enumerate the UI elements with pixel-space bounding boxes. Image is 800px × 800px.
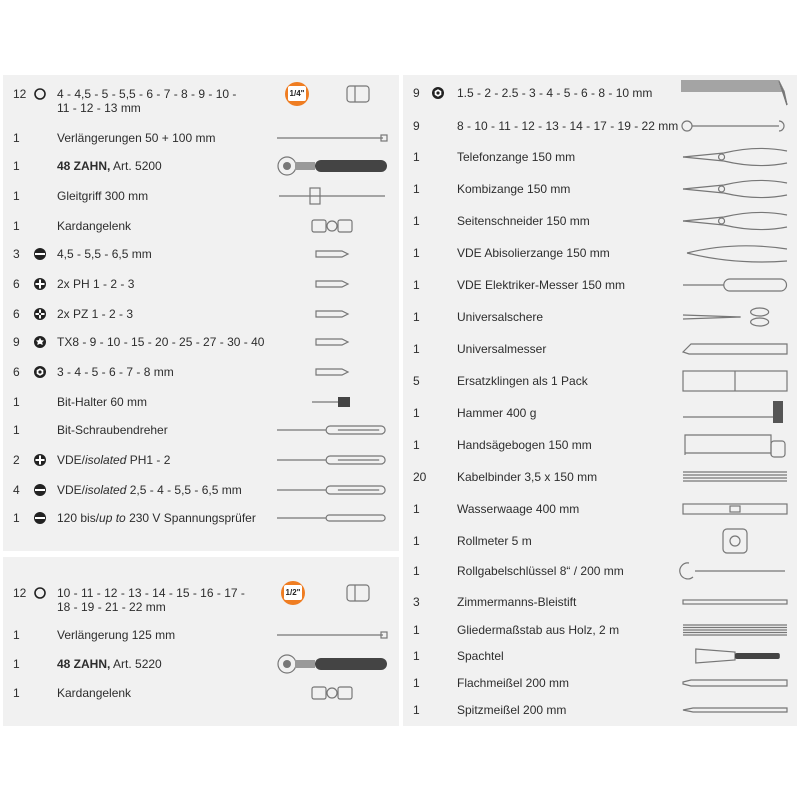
description-part: 48 ZAHN, bbox=[57, 159, 111, 173]
item-description bbox=[457, 470, 597, 484]
screwdriver-icon bbox=[273, 446, 391, 479]
item-description bbox=[57, 307, 133, 321]
description-part: VDE/ bbox=[57, 483, 86, 497]
item-quantity: 1 bbox=[13, 686, 20, 700]
description-part: Bit-Halter 60 mm bbox=[57, 395, 148, 409]
tape-measure-icon bbox=[679, 527, 791, 560]
list-item bbox=[403, 246, 797, 272]
item-description bbox=[457, 182, 570, 196]
hex-keys-icon bbox=[679, 79, 791, 112]
torx-icon bbox=[33, 335, 47, 349]
socket-icon bbox=[333, 80, 383, 113]
description-part: 4,5 - 5,5 - 6,5 mm bbox=[57, 247, 152, 261]
item-quantity: 1 bbox=[413, 438, 420, 452]
description-part: Handsägebogen 150 mm bbox=[457, 438, 592, 452]
item-description bbox=[57, 247, 152, 261]
item-quantity: 1 bbox=[13, 511, 20, 525]
description-part: Spachtel bbox=[457, 649, 504, 663]
bit-icon bbox=[273, 358, 391, 391]
list-item bbox=[403, 119, 797, 145]
hammer-icon bbox=[679, 399, 791, 432]
hex-icon bbox=[33, 365, 47, 379]
phillips-icon bbox=[33, 453, 47, 467]
description-part: Hammer 400 g bbox=[457, 406, 537, 420]
list-item bbox=[403, 182, 797, 208]
item-description bbox=[57, 365, 174, 379]
slotted-icon bbox=[33, 483, 47, 497]
description-part: 1.5 - 2 - 2.5 - 3 - 4 - 5 - 6 - 8 - 10 mm bbox=[457, 86, 653, 100]
item-description bbox=[457, 406, 536, 420]
description-part: isolated bbox=[85, 453, 127, 467]
description-part: Bit-Schraubendreher bbox=[57, 423, 168, 437]
description-part: Universalschere bbox=[457, 310, 544, 324]
description-part: 230 V Spannungsprüfer bbox=[125, 511, 256, 525]
item-description bbox=[457, 703, 566, 717]
pliers-icon bbox=[679, 175, 791, 208]
item-quantity: 3 bbox=[413, 595, 420, 609]
tester-icon bbox=[273, 504, 391, 537]
item-description bbox=[57, 511, 256, 525]
item-description bbox=[457, 502, 579, 516]
item-description bbox=[57, 87, 236, 115]
item-quantity: 1 bbox=[413, 278, 420, 292]
bit-icon bbox=[273, 328, 391, 361]
cable-ties-icon bbox=[679, 463, 791, 496]
pozidriv-icon bbox=[33, 307, 47, 321]
item-quantity: 1 bbox=[413, 676, 420, 690]
description-part: Spitzmeißel 200 mm bbox=[457, 703, 567, 717]
pliers-icon bbox=[679, 207, 791, 240]
item-quantity: 1 bbox=[413, 502, 420, 516]
description-part: Seitenschneider 150 mm bbox=[457, 214, 590, 228]
description-part: 8 - 10 - 11 - 12 - 13 - 14 - 17 - 19 - 22 mm bbox=[457, 119, 679, 133]
list-item bbox=[403, 374, 797, 400]
item-quantity: 6 bbox=[13, 277, 20, 291]
slotted-icon bbox=[33, 511, 47, 525]
item-quantity: 1 bbox=[13, 423, 20, 437]
description-part: 2x PH 1 - 2 - 3 bbox=[57, 277, 135, 291]
item-quantity: 4 bbox=[13, 483, 20, 497]
item-quantity: 1 bbox=[13, 395, 20, 409]
item-description bbox=[457, 623, 619, 637]
item-description bbox=[457, 150, 575, 164]
half-inch-badge: 1/2" bbox=[281, 581, 305, 605]
item-quantity: 1 bbox=[13, 628, 20, 642]
item-description bbox=[457, 86, 652, 100]
screwdriver-icon bbox=[273, 416, 391, 449]
item-description bbox=[57, 453, 170, 467]
list-item bbox=[403, 502, 797, 528]
description-part: Zimmermanns-Bleistift bbox=[457, 595, 577, 609]
cutter-icon bbox=[679, 335, 791, 368]
item-description bbox=[457, 676, 569, 690]
list-item bbox=[403, 406, 797, 432]
hex-socket-ring-icon bbox=[33, 586, 47, 600]
list-item bbox=[403, 150, 797, 176]
hand-tools-section bbox=[403, 75, 797, 726]
description-part: Flachmeißel 200 mm bbox=[457, 676, 570, 690]
adjustable-wrench-icon bbox=[679, 557, 791, 590]
slotted-icon bbox=[33, 247, 47, 261]
item-description bbox=[57, 335, 264, 349]
scissors-icon bbox=[679, 303, 791, 336]
half-inch-section bbox=[3, 557, 399, 726]
spirit-level-icon bbox=[679, 495, 791, 528]
list-item bbox=[403, 703, 797, 729]
item-description bbox=[457, 595, 576, 609]
description-part: Telefonzange 150 mm bbox=[457, 150, 576, 164]
ratchet-icon bbox=[273, 152, 391, 185]
item-description bbox=[457, 534, 532, 548]
item-quantity: 1 bbox=[13, 131, 20, 145]
item-quantity: 12 bbox=[13, 586, 27, 600]
description-part: VDE/ bbox=[57, 453, 86, 467]
description-line-2: 11 - 12 - 13 mm bbox=[57, 101, 141, 115]
list-item bbox=[403, 564, 797, 590]
item-quantity: 1 bbox=[413, 310, 420, 324]
item-quantity: 1 bbox=[413, 342, 420, 356]
item-description bbox=[57, 483, 242, 497]
item-quantity: 9 bbox=[413, 119, 420, 133]
combination-wrench-icon bbox=[679, 112, 791, 145]
description-part: Gliedermaßstab aus Holz, 2 m bbox=[457, 623, 620, 637]
knife-icon bbox=[679, 271, 791, 304]
description-part: VDE Abisolierzange 150 mm bbox=[457, 246, 610, 260]
item-description bbox=[57, 189, 148, 203]
item-quantity: 12 bbox=[13, 87, 27, 101]
description-part: Kardangelenk bbox=[57, 219, 132, 233]
description-part: Art. 5220 bbox=[110, 657, 162, 671]
description-part: Kabelbinder 3,5 x 150 mm bbox=[457, 470, 598, 484]
hex-socket-ring-icon bbox=[33, 87, 47, 101]
description-part: 10 - 11 - 12 - 13 - 14 - 15 - 16 - 17 - bbox=[57, 586, 245, 600]
item-quantity: 1 bbox=[13, 219, 20, 233]
item-description bbox=[457, 214, 590, 228]
description-part: PH1 - 2 bbox=[126, 453, 171, 467]
item-description bbox=[457, 438, 592, 452]
description-part: VDE Elektriker-Messer 150 mm bbox=[457, 278, 626, 292]
item-description bbox=[457, 278, 625, 292]
description-part: Art. 5200 bbox=[110, 159, 162, 173]
description-part: 4 - 4,5 - 5 - 5,5 - 6 - 7 - 8 - 9 - 10 - bbox=[57, 87, 237, 101]
item-quantity: 20 bbox=[413, 470, 427, 484]
list-item bbox=[403, 278, 797, 304]
list-item bbox=[403, 310, 797, 336]
item-quantity: 1 bbox=[13, 159, 20, 173]
stripper-icon bbox=[679, 239, 791, 272]
item-quantity: 1 bbox=[13, 189, 20, 203]
description-part: up to bbox=[99, 511, 126, 525]
bit-icon bbox=[273, 240, 391, 273]
item-description bbox=[457, 246, 610, 260]
universal-joint-icon bbox=[273, 679, 391, 712]
description-part: Kardangelenk bbox=[57, 686, 132, 700]
description-part: Rollgabelschlüssel 8“ / 200 mm bbox=[457, 564, 624, 578]
item-description bbox=[57, 395, 147, 409]
description-part: Rollmeter 5 m bbox=[457, 534, 532, 548]
item-description bbox=[457, 342, 546, 356]
item-description bbox=[57, 131, 215, 145]
description-part: 120 bis/ bbox=[57, 511, 100, 525]
phillips-icon bbox=[33, 277, 47, 291]
list-item bbox=[3, 87, 399, 113]
list-item bbox=[403, 438, 797, 464]
description-part: Ersatzklingen als 1 Pack bbox=[457, 374, 588, 388]
item-description bbox=[57, 219, 131, 233]
item-description bbox=[57, 586, 245, 614]
item-quantity: 1 bbox=[413, 623, 420, 637]
list-item bbox=[3, 511, 399, 537]
item-description bbox=[57, 686, 131, 700]
item-quantity: 1 bbox=[413, 182, 420, 196]
hacksaw-icon bbox=[679, 431, 791, 464]
item-description bbox=[457, 649, 504, 663]
description-part: 3 - 4 - 5 - 6 - 7 - 8 mm bbox=[57, 365, 174, 379]
pointed-chisel-icon bbox=[679, 696, 791, 729]
item-quantity: 1 bbox=[413, 214, 420, 228]
quarter-inch-section bbox=[3, 75, 399, 551]
description-part: Wasserwaage 400 mm bbox=[457, 502, 580, 516]
item-quantity: 1 bbox=[13, 657, 20, 671]
hex-icon bbox=[431, 86, 445, 100]
item-quantity: 1 bbox=[413, 564, 420, 578]
list-item bbox=[403, 470, 797, 496]
item-quantity: 3 bbox=[13, 247, 20, 261]
description-part: 2x PZ 1 - 2 - 3 bbox=[57, 307, 134, 321]
description-part: TX8 - 9 - 10 - 15 - 20 - 25 - 27 - 30 - 40 bbox=[57, 335, 265, 349]
item-quantity: 1 bbox=[413, 703, 420, 717]
socket-icon bbox=[333, 579, 383, 612]
item-quantity: 6 bbox=[13, 365, 20, 379]
item-quantity: 2 bbox=[13, 453, 20, 467]
item-description bbox=[57, 423, 168, 437]
description-part: Universalmesser bbox=[457, 342, 547, 356]
item-description bbox=[57, 628, 175, 642]
description-part: Kombizange 150 mm bbox=[457, 182, 571, 196]
item-description bbox=[457, 564, 624, 578]
item-quantity: 1 bbox=[413, 150, 420, 164]
item-description bbox=[457, 374, 588, 388]
item-description bbox=[457, 119, 678, 133]
item-quantity: 6 bbox=[13, 307, 20, 321]
item-description bbox=[57, 657, 162, 671]
item-description bbox=[457, 310, 543, 324]
description-part: 2,5 - 4 - 5,5 - 6,5 mm bbox=[126, 483, 242, 497]
description-part: isolated bbox=[85, 483, 127, 497]
bit-icon bbox=[273, 270, 391, 303]
description-part: Verlängerung 125 mm bbox=[57, 628, 176, 642]
item-quantity: 1 bbox=[413, 534, 420, 548]
item-quantity: 1 bbox=[413, 649, 420, 663]
list-item bbox=[403, 342, 797, 368]
item-quantity: 9 bbox=[13, 335, 20, 349]
item-quantity: 5 bbox=[413, 374, 420, 388]
item-quantity: 1 bbox=[413, 246, 420, 260]
item-quantity: 9 bbox=[413, 86, 420, 100]
list-item bbox=[3, 586, 399, 612]
list-item bbox=[403, 86, 797, 112]
description-line-2: 18 - 19 - 21 - 22 mm bbox=[57, 600, 166, 614]
description-part: 48 ZAHN, bbox=[57, 657, 111, 671]
item-quantity: 1 bbox=[413, 406, 420, 420]
blades-icon bbox=[679, 367, 791, 400]
description-part: Gleitgriff 300 mm bbox=[57, 189, 149, 203]
list-item bbox=[403, 214, 797, 240]
list-item bbox=[3, 686, 399, 712]
item-description bbox=[57, 159, 162, 173]
pliers-icon bbox=[679, 143, 791, 176]
item-description bbox=[57, 277, 134, 291]
quarter-inch-badge: 1/4" bbox=[285, 82, 309, 106]
sliding-tbar-icon bbox=[273, 182, 391, 215]
description-part: Verlängerungen 50 + 100 mm bbox=[57, 131, 216, 145]
